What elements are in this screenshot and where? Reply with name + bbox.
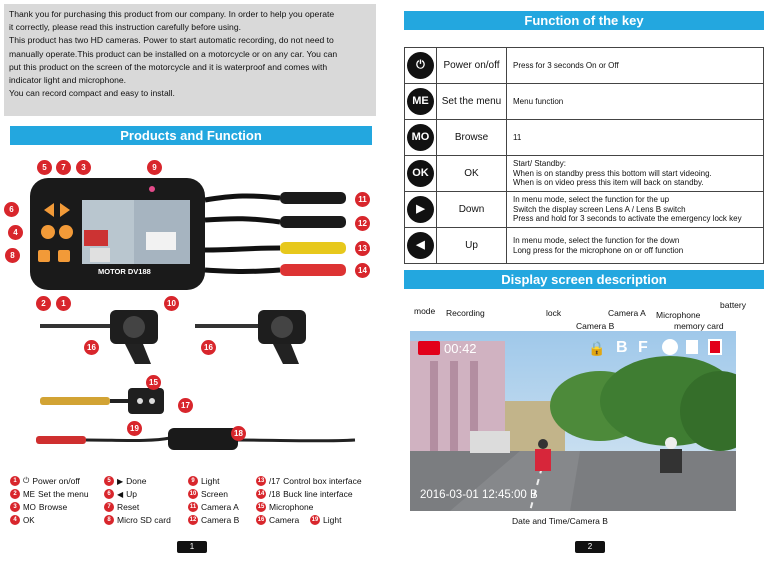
- callout-16b: 16: [201, 340, 216, 355]
- browse-icon: MO: [407, 124, 434, 151]
- page-number-left: 1: [177, 541, 207, 553]
- label-camera-a: Camera A: [608, 308, 646, 318]
- label-memory-card: memory card: [674, 321, 724, 331]
- recording-time: 00:42: [444, 341, 477, 356]
- microphone-icon: [662, 339, 678, 355]
- camera-b-indicator: B: [616, 339, 628, 356]
- key-row: [405, 84, 764, 120]
- label-datetime: Date and Time/Camera B: [512, 516, 608, 526]
- camera-a-indicator: F: [638, 339, 648, 356]
- battery-icon: [708, 339, 722, 355]
- video-mode-icon: [418, 341, 440, 355]
- overlay-datetime: 2016-03-01 12:45:00 B: [420, 489, 538, 501]
- intro-line: put this product on the screen of the motorcycle and it is waterproof and comes with: [9, 61, 328, 72]
- road-scene-image: [410, 331, 736, 511]
- products-function-title: Products and Function: [10, 126, 372, 145]
- callout-13: 13: [355, 241, 370, 256]
- key-desc: In menu mode, select the function for the up Switch the display screen Lens A / Lens B switch Press and hold for 3 seconds to activate the emergency lock key: [507, 192, 764, 228]
- label-battery: battery: [720, 300, 746, 310]
- callout-8: 8: [5, 248, 20, 263]
- intro-line: Thank you for purchasing this product from our company. In order to help you operate: [9, 9, 335, 19]
- legend-item: 2 ME Set the menu: [10, 489, 89, 499]
- callout-5: 5: [37, 160, 52, 175]
- intro-line: indicator light and microphone.: [9, 75, 127, 86]
- legend-item: 16 Camera: [257, 515, 300, 525]
- callout-18: 18: [231, 426, 246, 441]
- device-model-label: MOTOR DV188: [98, 267, 151, 276]
- key-name: Browse: [437, 120, 507, 156]
- callout-7: 7: [56, 160, 71, 175]
- intro-line: You can record compact and easy to install.: [9, 88, 175, 99]
- legend-item: 14 /18 Buck line interface: [257, 489, 353, 499]
- legend-item: 19 Light: [311, 515, 342, 525]
- callout-16a: 16: [84, 340, 99, 355]
- key-desc: Start/ Standby: When is on standby press this bottom will start videoing. When is on video press this item will back on standby.: [507, 156, 764, 192]
- legend-item: 12 Camera B: [189, 515, 240, 525]
- memory-card-icon: [686, 340, 698, 354]
- callout-2: 2: [36, 296, 51, 311]
- key-name: OK: [437, 156, 507, 192]
- callout-1: 1: [56, 296, 71, 311]
- indicator-light: [149, 186, 155, 192]
- callout-4: 4: [8, 225, 23, 240]
- callout-15: 15: [146, 375, 161, 390]
- key-desc: Menu function: [507, 84, 764, 120]
- callout-6: 6: [4, 202, 19, 217]
- key-desc: 11: [507, 120, 764, 156]
- left-arrow-icon: ◀: [407, 232, 434, 259]
- label-mode: mode: [414, 306, 436, 316]
- device-illustration: [0, 150, 380, 470]
- key-desc: Press for 3 seconds On or Off: [507, 48, 764, 84]
- key-name: Power on/off: [437, 48, 507, 84]
- legend-item: 15 Microphone: [257, 502, 314, 512]
- callout-10: 10: [164, 296, 179, 311]
- key-function-table: [404, 47, 764, 264]
- callout-9: 9: [147, 160, 162, 175]
- label-microphone: Microphone: [656, 310, 701, 320]
- key-row: [405, 192, 764, 228]
- key-row: [405, 228, 764, 264]
- key-name: Set the menu: [437, 84, 507, 120]
- key-desc: In menu mode, select the function for the down Long press for the microphone on or off function: [507, 228, 764, 264]
- legend-item: 10 Screen: [189, 489, 228, 499]
- legend-item: 13 /17 Control box interface: [257, 476, 362, 486]
- intro-line: it correctly, please read this instruction carefully before using.: [9, 22, 241, 33]
- legend-item: 8 Micro SD card: [104, 515, 171, 525]
- legend-item: 4 OK: [10, 515, 38, 525]
- legend-item: 5 ▶ Done: [104, 476, 146, 486]
- intro-line: manually operate.This product can be installed on a motorcycle or on any car. You can: [9, 48, 338, 59]
- legend-item: 6 ◀ Up: [104, 489, 137, 499]
- legend-item: 9 Light: [188, 476, 219, 486]
- callout-19: 19: [127, 421, 142, 436]
- dashcam-screen-preview: [410, 331, 736, 511]
- intro-text-box: [4, 4, 376, 116]
- callout-14: 14: [355, 263, 370, 278]
- power-icon: ⏻: [407, 52, 434, 79]
- display-screen-title: Display screen description: [404, 270, 764, 289]
- right-arrow-icon: ▶: [407, 196, 434, 223]
- callout-11: 11: [355, 192, 370, 207]
- intro-line: This product has two HD cameras. Power to start automatic recording, do not need to: [9, 35, 334, 46]
- lock-icon: 🔒: [588, 340, 606, 356]
- device-figure: [0, 150, 380, 470]
- callout-3: 3: [76, 160, 91, 175]
- label-lock: lock: [546, 308, 562, 318]
- key-name: Down: [437, 192, 507, 228]
- key-row: [405, 156, 764, 192]
- legend-item: 3 MO Browse: [10, 502, 67, 512]
- callout-12: 12: [355, 216, 370, 231]
- key-row: [405, 48, 764, 84]
- legend-item: 1 ⏻ Power on/off: [10, 476, 80, 486]
- page-number-right: 2: [575, 541, 605, 553]
- key-name: Up: [437, 228, 507, 264]
- key-row: [405, 120, 764, 156]
- label-recording: Recording: [446, 308, 485, 318]
- legend-item: 7 Reset: [104, 502, 139, 512]
- label-camera-b: Camera B: [576, 321, 615, 331]
- menu-icon: ME: [407, 88, 434, 115]
- legend-item: 11 Camera A: [189, 502, 239, 512]
- function-key-title: Function of the key: [404, 11, 764, 30]
- callout-17: 17: [178, 398, 193, 413]
- ok-icon: OK: [407, 160, 434, 187]
